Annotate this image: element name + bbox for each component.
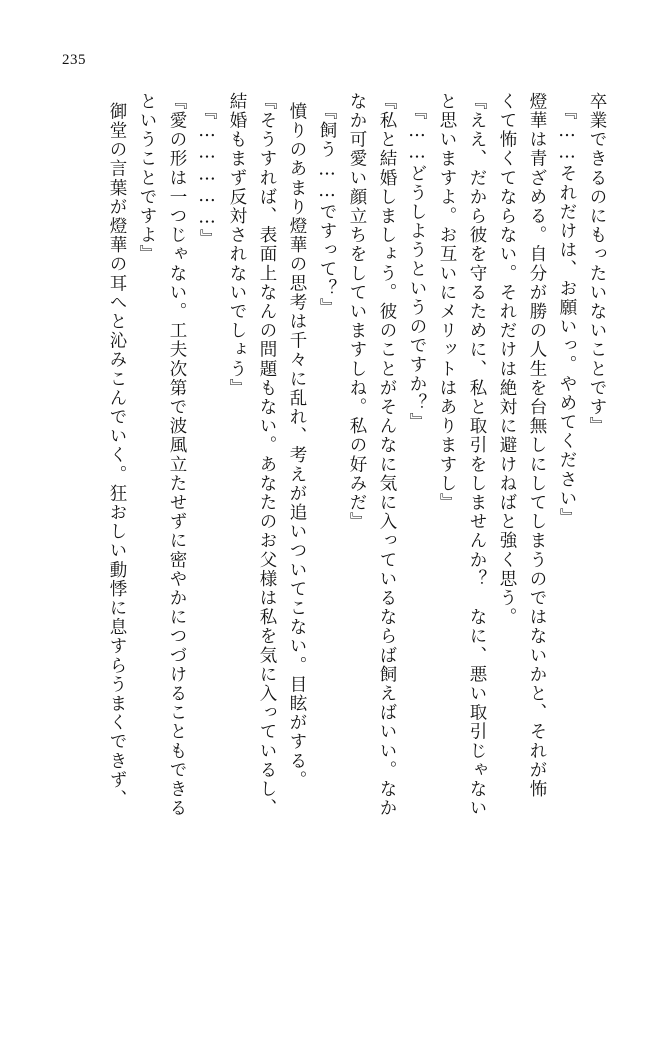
page-number: 235 bbox=[62, 52, 86, 68]
text-line: ということですよ』 bbox=[137, 92, 157, 264]
text-line: 御堂の言葉が燈華の耳へと沁みこんでいく。狂おしい動悸に息すらうまくできず、 bbox=[107, 102, 127, 809]
text-line: 『私と結婚しましょう。彼のことがそんなに気に入っているならば飼えばいい。なか bbox=[377, 92, 397, 818]
text-line: 『……どうしようというのですか？』 bbox=[407, 102, 427, 432]
vertical-text-body bbox=[56, 92, 612, 1014]
text-line: 『そうすれば、表面上なんの問題もない。あなたのお父様は私を気に入っているし、 bbox=[257, 92, 277, 818]
text-line: 憤りのあまり燈華の思考は千々に乱れ、考えが追いついてこない。目眩がする。 bbox=[287, 102, 307, 790]
text-line: 『愛の形は一つじゃない。工夫次第で波風立たせずに密やかにつづけることもできる bbox=[167, 92, 187, 818]
text-line: 卒業できるのにもったいないことです』 bbox=[587, 92, 607, 436]
text-line: 燈華は青ざめる。自分が勝の人生を台無しにしてしまうのではないかと、それが怖 bbox=[527, 92, 547, 799]
text-line: 『ええ、だから彼を守るために、私と取引をしませんか？ なに、悪い取引じゃない bbox=[467, 92, 487, 818]
text-line: 『……それだけは、お願いっ。やめてください』 bbox=[557, 102, 577, 528]
text-line: くて怖くてならない。それだけは絶対に避けねばと強く思う。 bbox=[497, 92, 517, 627]
text-line: 結婚もまず反対されないでしょう』 bbox=[227, 92, 247, 398]
text-line: 『……………』 bbox=[197, 102, 217, 249]
text-line: 『飼う……ですって？』 bbox=[317, 102, 337, 318]
text-line: なか可愛い顔立ちをしていますしね。私の好みだ』 bbox=[347, 92, 367, 532]
text-line: と思いますよ。お互いにメリットはありますし』 bbox=[437, 92, 457, 513]
